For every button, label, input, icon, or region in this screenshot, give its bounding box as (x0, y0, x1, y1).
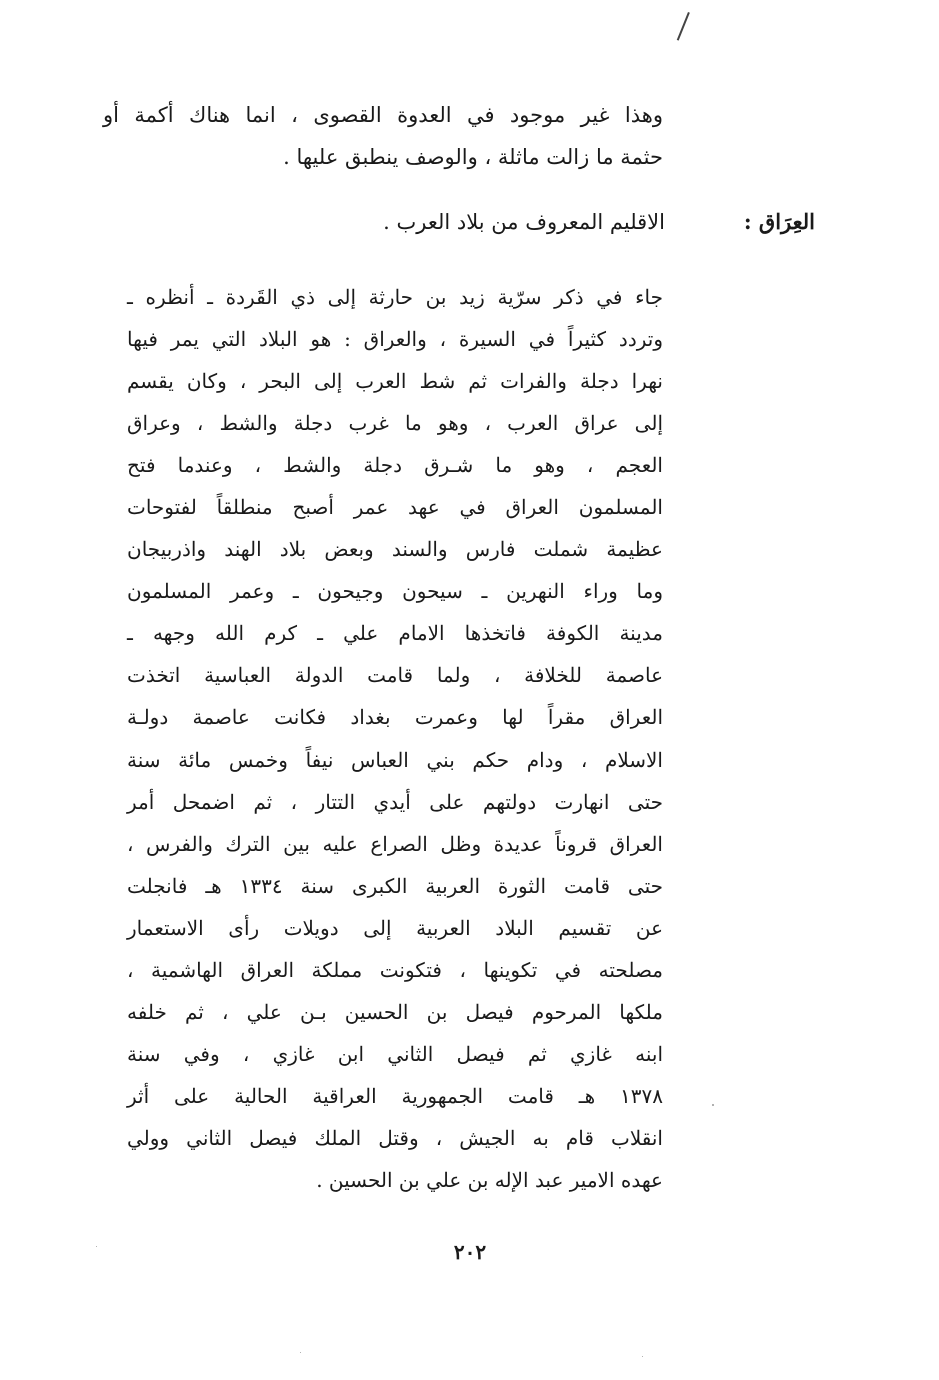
body-line: وما وراء النهرين ـ سيحون وجيحون ـ وعمر المسلمون (127, 579, 663, 604)
body-line: جاء في ذكر سرّية زيد بن حارثة إلى ذي القَردة ـ أنظره ـ (127, 285, 663, 309)
body-line: العراق قروناً عديدة وظل الصراع عليه بين الترك والفرس ، (127, 831, 663, 856)
page-number: ٢٠٢ (453, 1240, 487, 1264)
body-line: المسلمون العراق في عهد عمر أصبح منطلقاً لفتوحات (127, 495, 663, 520)
body-line: حتى انهارت دولتهم على أيدي التتار ، ثم اضمحل أمر (127, 789, 663, 814)
body-line: ملكها المرحوم فيصل بن الحسين بـن علي ، ثم خلفه (127, 999, 663, 1024)
body-line: نهرا دجلة والفرات ثم شط العرب إلى البحر ، وكان يقسم (127, 369, 663, 394)
body-line: العراق مقراً لها وعمرت بغداد فكانت عاصمة دولـة (127, 705, 663, 730)
paper-speck (642, 1356, 643, 1357)
body-line: عاصمة للخلافة ، ولما قامت الدولة العباسية اتخذت (127, 663, 663, 688)
intro-line: وهذا غير موجود في العدوة القصوى ، انما هناك أكمة أو (103, 103, 663, 127)
entry-term: العِرَاق : (743, 209, 815, 234)
paper-speck (300, 1352, 301, 1353)
body-line: عن تقسيم البلاد العربية إلى دويلات رأى الاستعمار (127, 915, 663, 940)
body-line: الاسلام ، ودام حكم بني العباس نيفاً وخمس مائة سنة (127, 747, 663, 772)
entry-definition: الاقليم المعروف من بلاد العرب . (383, 210, 665, 234)
body-line: ١٣٧٨ هـ قامت الجمهورية العراقية الحالية على أثر (127, 1083, 663, 1108)
pencil-mark (677, 12, 690, 41)
intro-paragraph (103, 94, 663, 178)
body-line: مصلحته في تكوينها ، فتكونت مملكة العراق الهاشمية ، (127, 957, 663, 982)
body-line: انقلاب قام به الجيش ، وقتل الملك فيصل الثاني وولي (127, 1125, 663, 1150)
body-line: وتردد كثيراً في السيرة ، والعراق : هو البلاد التي يمر فيها (127, 327, 663, 352)
body-line: ابنه غازي ثم فيصل الثاني ابن غازي ، وفي سنة (127, 1041, 663, 1066)
body-line: حتى قامت الثورة العربية الكبرى سنة ١٣٣٤ هـ فانجلت (127, 873, 664, 898)
entry-body (127, 276, 663, 1201)
body-line: العجم ، وهو ما شـرق دجلة والشط ، وعندما فتح (127, 453, 663, 478)
paper-speck (96, 1246, 97, 1247)
paper-speck (712, 1104, 714, 1106)
body-line: عهده الامير عبد الإله بن علي بن الحسين . (316, 1167, 663, 1192)
entry-heading (125, 202, 815, 242)
body-line: إلى عراق العرب ، وهو ما غرب دجلة والشط ، وعراق (127, 411, 663, 436)
body-line: مدينة الكوفة فاتخذها الامام علي ـ كرم الله وجهه ـ (127, 621, 663, 646)
intro-line: حثمة ما زالت ماثلة ، والوصف ينطبق عليها . (283, 145, 663, 169)
body-line: عظيمة شملت فارس والسند وبعض بلاد الهند واذربيجان (127, 537, 663, 562)
